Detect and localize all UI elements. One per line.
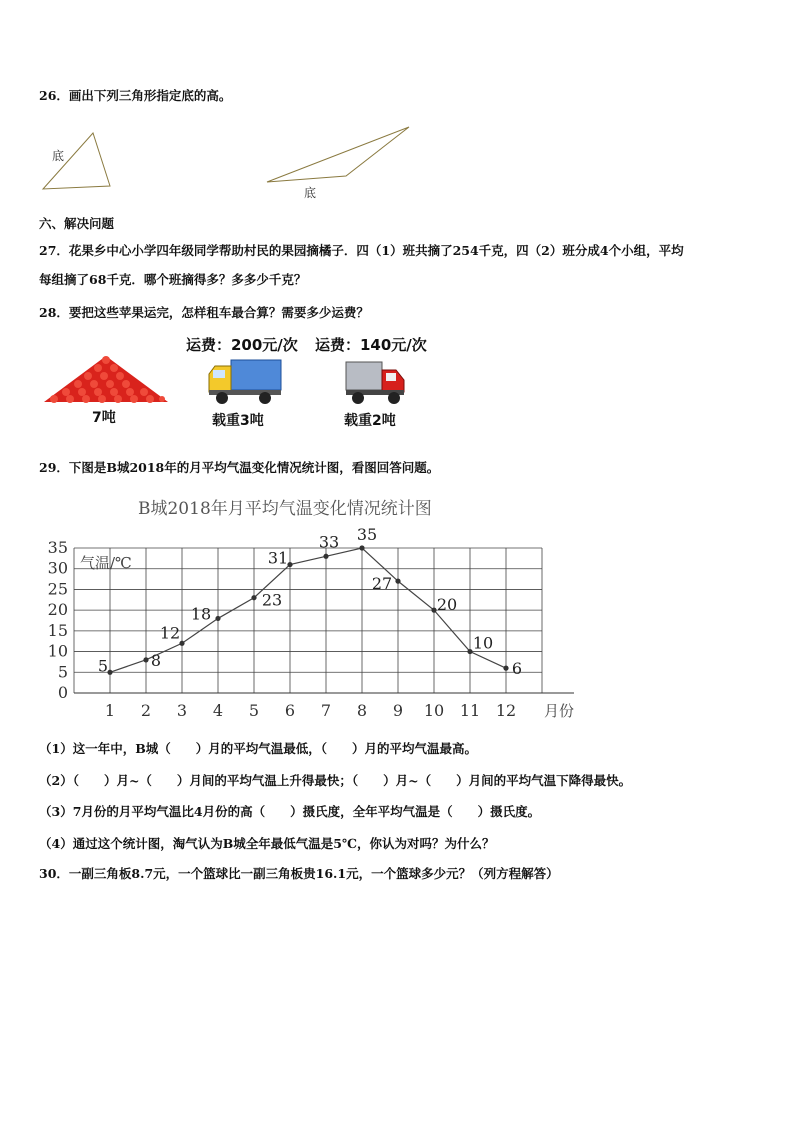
- data-label: 5: [97, 656, 109, 676]
- y-tick-label: 15: [47, 620, 68, 640]
- data-label: 10: [472, 633, 494, 653]
- data-label: 31: [267, 548, 289, 568]
- question-29-sub-4: （4）通过这个统计图，淘气认为B城全年最低气温是5℃，你认为对吗？为什么？: [39, 836, 495, 851]
- data-label: 12: [159, 623, 181, 643]
- question-28: 28．要把这些苹果运完，怎样租车最合算？需要多少运费？: [39, 305, 369, 320]
- fee-label-2: 运费：140元/次: [315, 336, 427, 354]
- triangle-1: [38, 126, 118, 196]
- data-label: 27: [371, 574, 393, 594]
- data-label: 33: [318, 532, 340, 552]
- x-tick-label: 12: [495, 701, 517, 720]
- apples-caption: 7吨: [92, 410, 116, 426]
- data-label: 35: [356, 525, 378, 544]
- x-tick-label: 11: [459, 701, 481, 720]
- question-29-sub-3: （3）7月份的月平均气温比4月份的高（ ）摄氏度，全年平均气温是（ ）摄氏度。: [39, 804, 541, 819]
- data-point: [215, 616, 220, 621]
- data-point: [359, 545, 364, 550]
- y-tick-label: 35: [47, 538, 68, 557]
- section-6-heading: 六、解决问题: [39, 216, 115, 231]
- x-tick-label: 3: [176, 701, 188, 720]
- question-29: 29．下图是B城2018年的月平均气温变化情况统计图，看图回答问题。: [39, 460, 440, 475]
- x-tick-label: 2: [140, 701, 152, 720]
- question-29-sub-2: （2）（ ）月~（ ）月间的平均气温上升得最快；（ ）月~（ ）月间的平均气温下降得最快。: [39, 773, 632, 788]
- data-point: [251, 595, 256, 600]
- question-30: 30．一副三角板8.7元，一个篮球比一副三角板贵16.1元，一个篮球多少元？（列方程解答）: [39, 866, 559, 881]
- fee-label-1: 运费：200元/次: [186, 336, 298, 354]
- apple-pile-image: [40, 352, 172, 406]
- chart-title: B城2018年月平均气温变化情况统计图: [138, 499, 432, 519]
- data-label: 23: [261, 590, 283, 610]
- data-point: [395, 579, 400, 584]
- question-27-line-1: 27．花果乡中心小学四年级同学帮助村民的果园摘橘子．四（1）班共摘了254千克，四（2）班分成4个小组，平均: [39, 243, 684, 258]
- data-point: [503, 666, 508, 671]
- x-tick-label: 1: [104, 701, 116, 720]
- data-point: [467, 649, 472, 654]
- x-tick-label: 5: [248, 701, 260, 720]
- y-tick-label: 25: [47, 579, 68, 599]
- data-point: [323, 554, 328, 559]
- x-tick-label: 8: [356, 701, 368, 720]
- truck-2t-image: [342, 358, 408, 406]
- base-label-2: 底: [304, 186, 317, 200]
- base-label-1: 底: [52, 149, 65, 163]
- y-tick-label: 5: [57, 662, 68, 682]
- x-axis-label: 月份: [544, 702, 575, 720]
- x-tick-label: 7: [320, 701, 332, 720]
- question-27-line-2: 每组摘了68千克．哪个班摘得多？多多少千克？: [39, 272, 307, 287]
- question-26: 26．画出下列三角形指定底的高。: [39, 88, 232, 103]
- y-tick-label: 20: [47, 600, 68, 620]
- question-29-sub-1: （1）这一年中，B城（ ）月的平均气温最低，（ ）月的平均气温最高。: [39, 741, 478, 756]
- temperature-line-chart: [34, 525, 594, 725]
- x-tick-label: 9: [392, 701, 404, 720]
- data-label: 8: [150, 650, 162, 670]
- truck-2t-caption: 载重2吨: [344, 413, 396, 429]
- y-tick-label: 10: [47, 641, 68, 661]
- x-tick-label: 4: [212, 701, 224, 720]
- triangle-2: [264, 124, 414, 188]
- x-tick-label: 6: [284, 701, 296, 720]
- data-point: [431, 608, 436, 613]
- y-axis-label: 气温/℃: [80, 554, 132, 572]
- data-point: [107, 670, 112, 675]
- y-tick-label: 0: [57, 683, 68, 702]
- data-label: 20: [436, 595, 458, 615]
- x-tick-label: 10: [423, 701, 445, 720]
- y-tick-label: 30: [47, 558, 68, 578]
- truck-3t-caption: 载重3吨: [212, 413, 264, 429]
- data-label: 6: [511, 659, 523, 679]
- data-label: 18: [190, 604, 212, 624]
- data-point: [143, 657, 148, 662]
- truck-3t-image: [207, 356, 283, 406]
